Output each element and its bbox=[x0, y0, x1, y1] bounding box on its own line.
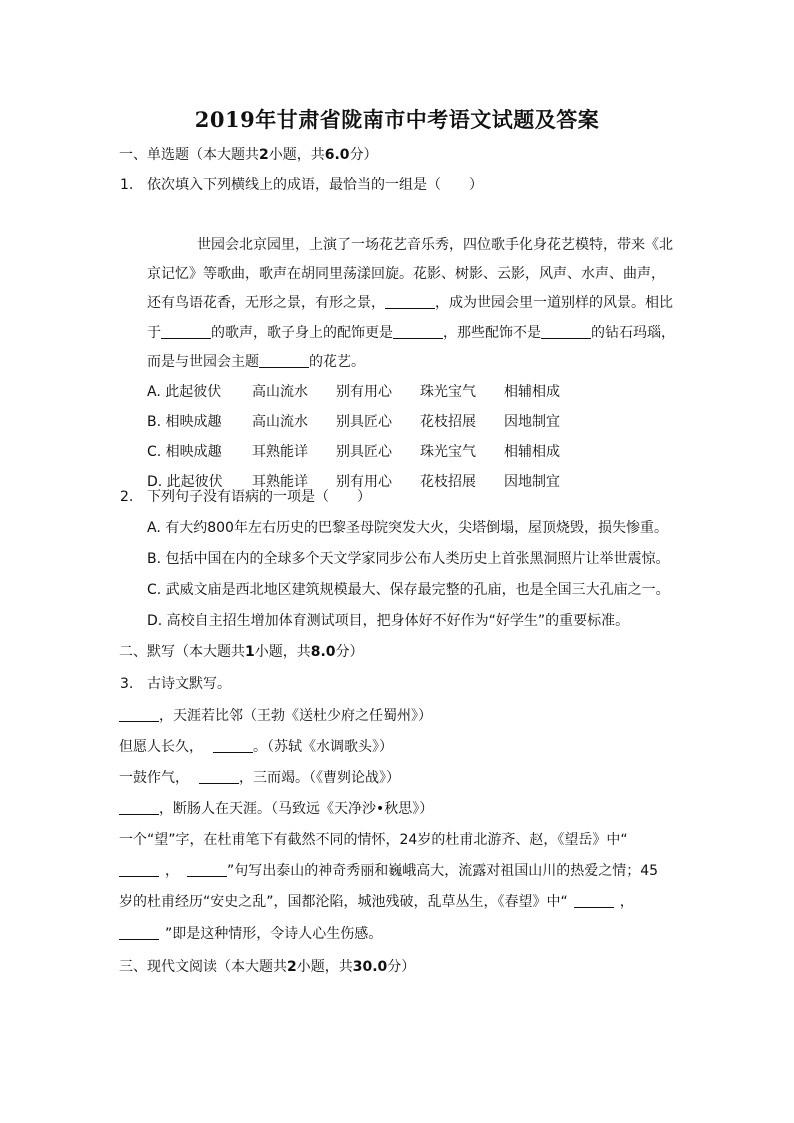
passage-line: 而是与世园会主题 的花艺。 bbox=[147, 354, 365, 370]
dictation-line: 但愿人长久， 。（苏轼《水调歌头》） bbox=[119, 739, 393, 755]
section-heading-2: 二、默写（本大题共1小题，共8.0分） bbox=[119, 644, 364, 660]
answer-blank bbox=[259, 353, 309, 368]
answer-blank bbox=[161, 324, 211, 339]
dictation-line: ， ”句写出泰山的神奇秀丽和巍峨高大，流露对祖国山川的热爱之情；45 bbox=[119, 861, 658, 881]
section-heading-1: 一、单选题（本大题共2小题，共6.0分） bbox=[119, 147, 378, 163]
question-stem: 依次填入下列横线上的成语，最恰当的一组是（ ） bbox=[147, 177, 483, 193]
question-number: 3. bbox=[120, 676, 134, 692]
question-number: 1. bbox=[120, 177, 134, 193]
answer-blank bbox=[574, 893, 614, 908]
option-row[interactable]: B. 包括中国在内的全球多个天文学家同步公布人类历史上首张黑洞照片让举世震惊。 bbox=[147, 551, 670, 567]
answer-blank bbox=[541, 324, 591, 339]
answer-blank bbox=[187, 862, 227, 877]
dictation-line: 岁的杜甫经历“安史之乱”，国都沦陷，城池残破，乱草丛生，《春望》中“ ， bbox=[119, 894, 634, 910]
answer-blank bbox=[213, 738, 253, 753]
dictation-line: ，天涯若比邻（王勃《送杜少府之任蜀州》） bbox=[119, 706, 432, 726]
dictation-line: ，断肠人在天涯。（马致远《天净沙•秋思》） bbox=[119, 799, 433, 819]
question-stem: 下列句子没有语病的一项是（ ） bbox=[147, 489, 371, 505]
dictation-line: ”即是这种情形，令诗人心生伤感。 bbox=[119, 924, 382, 944]
option-row[interactable]: C. 武威文庙是西北地区建筑规模最大、保存最完整的孔庙，也是全国三大孔庙之一。 bbox=[147, 582, 670, 598]
option-row[interactable]: D. 高校自主招生增加体育测试项目，把身体好不好作为“好学生”的重要标准。 bbox=[147, 613, 630, 629]
answer-blank bbox=[385, 294, 435, 309]
answer-blank bbox=[119, 707, 159, 722]
dictation-line: 一鼓作气， ，三而竭。（《曹刿论战》） bbox=[119, 770, 400, 786]
passage-line: 京记忆》等歌曲，歌声在胡同里荡漾回旋。花影、树影、云影，风声、水声、曲声， bbox=[147, 266, 665, 282]
document-page: 2019年甘肃省陇南市中考语文试题及答案 一、单选题（本大题共2小题，共6.0分） 1. 依次填入下列横线上的成语，最恰当的一组是（ ） 世园会北京园里，上演了一场花艺音乐秀，四位歌手化身花艺模特，带来《北 京记忆》等歌曲，歌声在胡同里荡漾回旋。花影、树影、云影，风声、水声、曲声， 还有鸟语花香，无形之景，有形之景， ，成为世园会里一道别样的风景。相比 于 的歌声，歌子身上的配饰更是 ，那些配饰不是 的钻石玛瑙， 而是与世园会主题 的花艺。 A. 此起彼伏 高山流水 别有用心 珠光宝气 相辅相成 B. 相映成趣 高山流水 别具匠心 花枝招展 因地制宜 C. 相映成趣 耳熟能详 别具匠心 珠光宝气 相辅相成 D. 此起彼伏 耳熟能详 别有用心 花枝招展 因地制宜 2. 下列句子没有语病的一项是（ ） A. 有大约800年左右历史的巴黎圣母院突发大火，尖塔倒塌，屋顶烧毁，损失惨重。 B. 包括中国在内的全球多个天文学家同步公布人类历史上首张黑洞照片让举世震惊。 C. 武威文庙是西北地区建筑规模最大、保存最完整的孔庙，也是全国三大孔庙之一。 D. 高校自主招生增加体育测试项目，把身体好不好作为“好学生”的重要标准。 二、默写（本大题共1小题，共8.0分） 3. 古诗文默写。 ，天涯若比邻（王勃《送杜少府之任蜀州》） 但愿人长久， 。（苏轼《水调歌头》） 一鼓作气， ，三而竭。（《曹刿论战》） ，断肠人在天涯。（马致远《天净沙•秋思》） 一个“望”字，在杜甫笔下有截然不同的情怀，24岁的杜甫北游齐、赵，《望岳》中“ ， ”句写出泰山的神奇秀丽和巍峨高大，流露对祖国山川的热爱之情；45 岁的杜甫经历“安史之乱”，国都沦陷，城池残破，乱草丛生，《春望》中“ ， ”即是这种情形，令诗人心生伤感。 三、现代文阅读（本大题共2小题，共30.0分） bbox=[0, 0, 794, 1123]
dictation-line: 一个“望”字，在杜甫笔下有截然不同的情怀，24岁的杜甫北游齐、赵，《望岳》中“ bbox=[119, 832, 628, 848]
answer-blank bbox=[119, 862, 159, 877]
question-stem: 古诗文默写。 bbox=[147, 676, 231, 692]
answer-blank bbox=[119, 925, 159, 940]
passage-line: 世园会北京园里，上演了一场花艺音乐秀，四位歌手化身花艺模特，带来《北 bbox=[197, 237, 673, 253]
passage-line: 还有鸟语花香，无形之景，有形之景， ，成为世园会里一道别样的风景。相比 bbox=[147, 295, 673, 311]
page-title: 2019年甘肃省陇南市中考语文试题及答案 bbox=[194, 107, 600, 132]
answer-blank bbox=[199, 769, 239, 784]
section-heading-3: 三、现代文阅读（本大题共2小题，共30.0分） bbox=[119, 959, 416, 975]
option-row[interactable]: A. 有大约800年左右历史的巴黎圣母院突发大火，尖塔倒塌，屋顶烧毁，损失惨重。 bbox=[147, 520, 668, 536]
question-number: 2. bbox=[120, 489, 134, 505]
passage-line: 于 的歌声，歌子身上的配饰更是 ，那些配饰不是 的钻石玛瑙， bbox=[147, 325, 675, 341]
answer-blank bbox=[393, 324, 443, 339]
answer-blank bbox=[119, 800, 159, 815]
